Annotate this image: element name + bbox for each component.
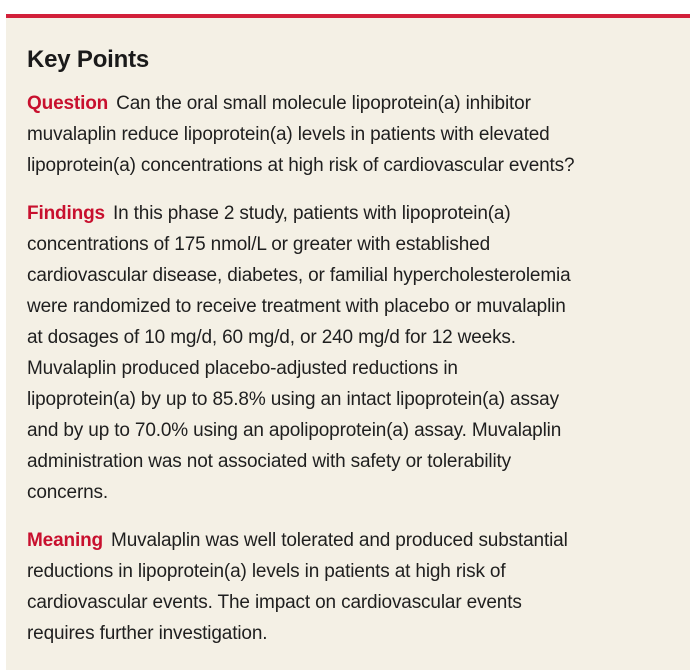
findings-line-6: Muvalaplin produced placebo-adjusted reductions in: [27, 358, 458, 379]
findings-line-9: administration was not associated with safety or tolerability: [27, 451, 512, 472]
key-points-title: Key Points: [27, 46, 150, 73]
findings-line-5: at dosages of 10 mg/d, 60 mg/d, or 240 mg/d for 12 weeks.: [27, 327, 516, 348]
meaning-line-4: requires further investigation.: [27, 623, 268, 644]
key-points-panel: [6, 14, 690, 670]
findings-line-2: concentrations of 175 nmol/L or greater with established: [27, 234, 491, 255]
question-label: Question: [27, 93, 109, 114]
question-line-1: Can the oral small molecule lipoprotein(a) inhibitor: [116, 93, 531, 114]
meaning-point: [27, 525, 667, 649]
question-line-3: lipoprotein(a) concentrations at high risk of cardiovascular events?: [27, 155, 575, 176]
findings-line-8: and by up to 70.0% using an apolipoprotein(a) assay. Muvalaplin: [27, 420, 562, 441]
question-point: [27, 88, 667, 181]
meaning-line-1: Muvalaplin was well tolerated and produced substantial: [111, 530, 568, 551]
findings-label: Findings: [27, 203, 105, 224]
question-line-2: muvalaplin reduce lipoprotein(a) levels in patients with elevated: [27, 124, 550, 145]
findings-line-7: lipoprotein(a) by up to 85.8% using an intact lipoprotein(a) assay: [27, 389, 559, 410]
findings-line-10: concerns.: [27, 482, 109, 503]
meaning-label: Meaning: [27, 530, 104, 551]
findings-line-3: cardiovascular disease, diabetes, or familial hypercholesterolemia: [27, 265, 571, 286]
meaning-line-3: cardiovascular events. The impact on cardiovascular events: [27, 592, 522, 613]
findings-point: [27, 198, 667, 508]
key-points-content: [27, 46, 667, 666]
meaning-line-2: reductions in lipoprotein(a) levels in patients at high risk of: [27, 561, 506, 582]
findings-line-4: were randomized to receive treatment with placebo or muvalaplin: [27, 296, 566, 317]
findings-line-1: In this phase 2 study, patients with lipoprotein(a): [112, 203, 511, 224]
